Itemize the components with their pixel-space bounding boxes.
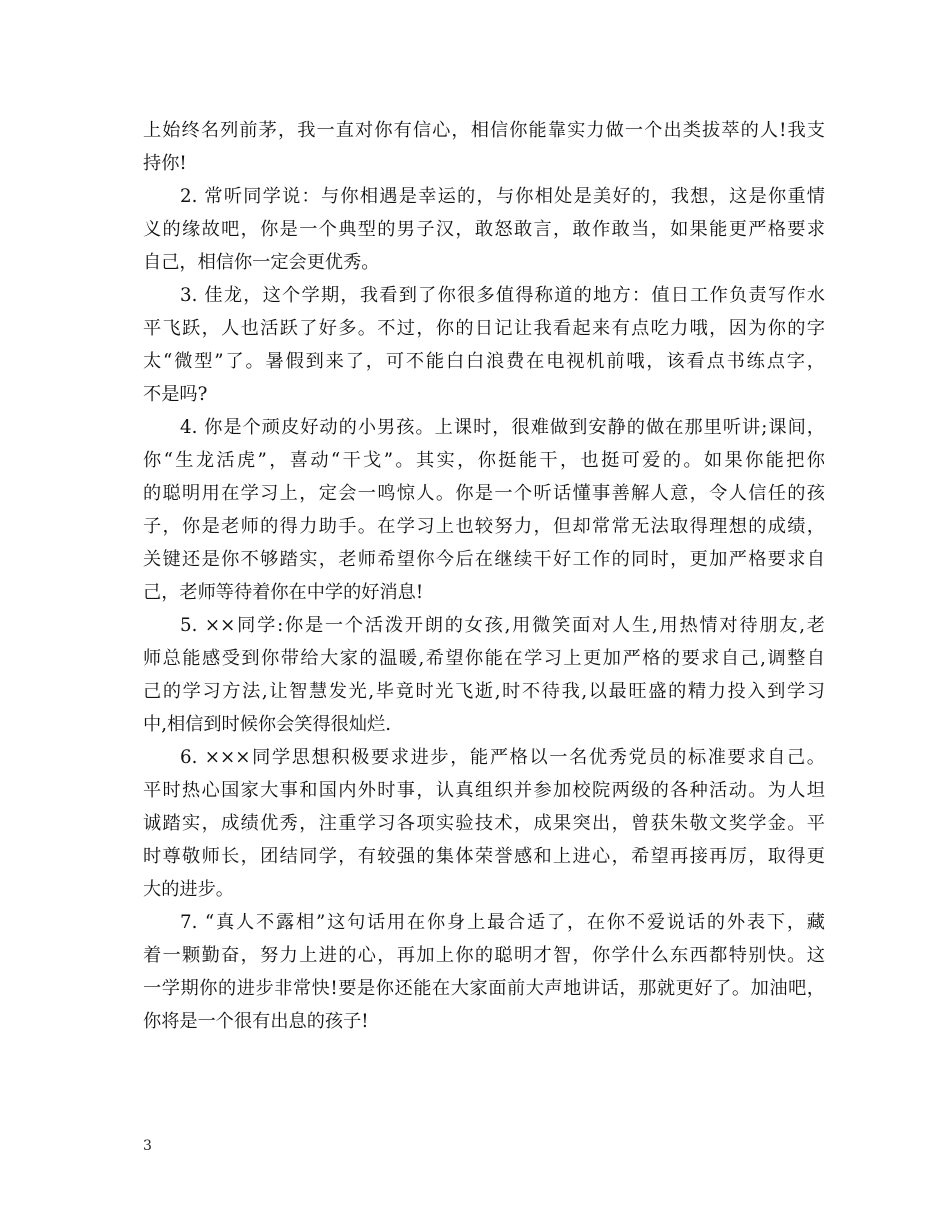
paragraph-line: 你“生龙活虎”，喜动“干戈”。其实，你挺能干，也挺可爱的。如果你能把你: [143, 450, 825, 471]
paragraph-line: 上始终名列前茅，我一直对你有信心，相信你能靠实力做一个出类拔萃的人!我支: [143, 120, 825, 141]
paragraph-line: 子，你是老师的得力助手。在学习上也较努力，但却常常无法取得理想的成绩，: [143, 516, 825, 537]
paragraph-line: 6. ×××同学思想积极要求进步，能严格以一名优秀党员的标准要求自己。: [180, 747, 825, 768]
document-body: [143, 114, 825, 1038]
paragraph-line: 己的学习方法,让智慧发光,毕竟时光飞逝,时不待我,以最旺盛的精力投入到学习: [143, 681, 825, 702]
paragraph-line: 4. 你是个顽皮好动的小男孩。上课时，很难做到安静的做在那里听讲;课间，: [180, 417, 825, 438]
paragraph-line: 自己，相信你一定会更优秀。: [143, 252, 380, 273]
paragraph-line: 平时热心国家大事和国内外时事，认真组织并参加校院两级的各种活动。为人坦: [143, 780, 825, 801]
paragraph-line: 2. 常听同学说：与你相遇是幸运的，与你相处是美好的，我想，这是你重情: [180, 186, 825, 207]
paragraph-line: 中,相信到时候你会笑得很灿烂.: [143, 714, 392, 735]
paragraph-line: 着一颗勤奋，努力上进的心，再加上你的聪明才智，你学什么东西都特别快。这: [143, 945, 825, 966]
paragraph-line: 太“微型”了。暑假到来了，可不能白白浪费在电视机前哦，该看点书练点字，: [143, 351, 825, 372]
paragraph-line: 平飞跃，人也活跃了好多。不过，你的日记让我看起来有点吃力哦，因为你的字: [143, 318, 825, 339]
paragraph-line: 师总能感受到你带给大家的温暖,希望你能在学习上更加严格的要求自己,调整自: [143, 648, 825, 669]
paragraph-line: 时尊敬师长，团结同学，有较强的集体荣誉感和上进心，希望再接再厉，取得更: [143, 846, 825, 867]
paragraph-line: 大的进步。: [143, 879, 234, 900]
paragraph-line: 一学期你的进步非常快!要是你还能在大家面前大声地讲话，那就更好了。加油吧，: [143, 978, 825, 999]
paragraph-line: 诚踏实，成绩优秀，注重学习各项实验技术，成果突出，曾获朱敬文奖学金。平: [143, 813, 825, 834]
page-number: 3: [143, 1138, 152, 1154]
paragraph-line: 义的缘故吧，你是一个典型的男子汉，敢怒敢言，敢作敢当，如果能更严格要求: [143, 219, 825, 240]
paragraph-line: 己，老师等待着你在中学的好消息!: [143, 582, 424, 603]
paragraph-line: 5. ××同学:你是一个活泼开朗的女孩,用微笑面对人生,用热情对待朋友,老: [180, 615, 825, 636]
paragraph-line: 3. 佳龙，这个学期，我看到了你很多值得称道的地方：值日工作负责写作水: [180, 285, 825, 306]
paragraph-line: 持你!: [143, 153, 187, 174]
paragraph-line: 7. “真人不露相”这句话用在你身上最合适了，在你不爱说话的外表下，藏: [180, 912, 825, 933]
paragraph-line: 你将是一个很有出息的孩子!: [143, 1011, 369, 1032]
paragraph-line: 关键还是你不够踏实，老师希望你今后在继续干好工作的同时，更加严格要求自: [143, 549, 825, 570]
paragraph-line: 的聪明用在学习上，定会一鸣惊人。你是一个听话懂事善解人意，令人信任的孩: [143, 483, 825, 504]
paragraph-line: 不是吗?: [143, 384, 208, 405]
